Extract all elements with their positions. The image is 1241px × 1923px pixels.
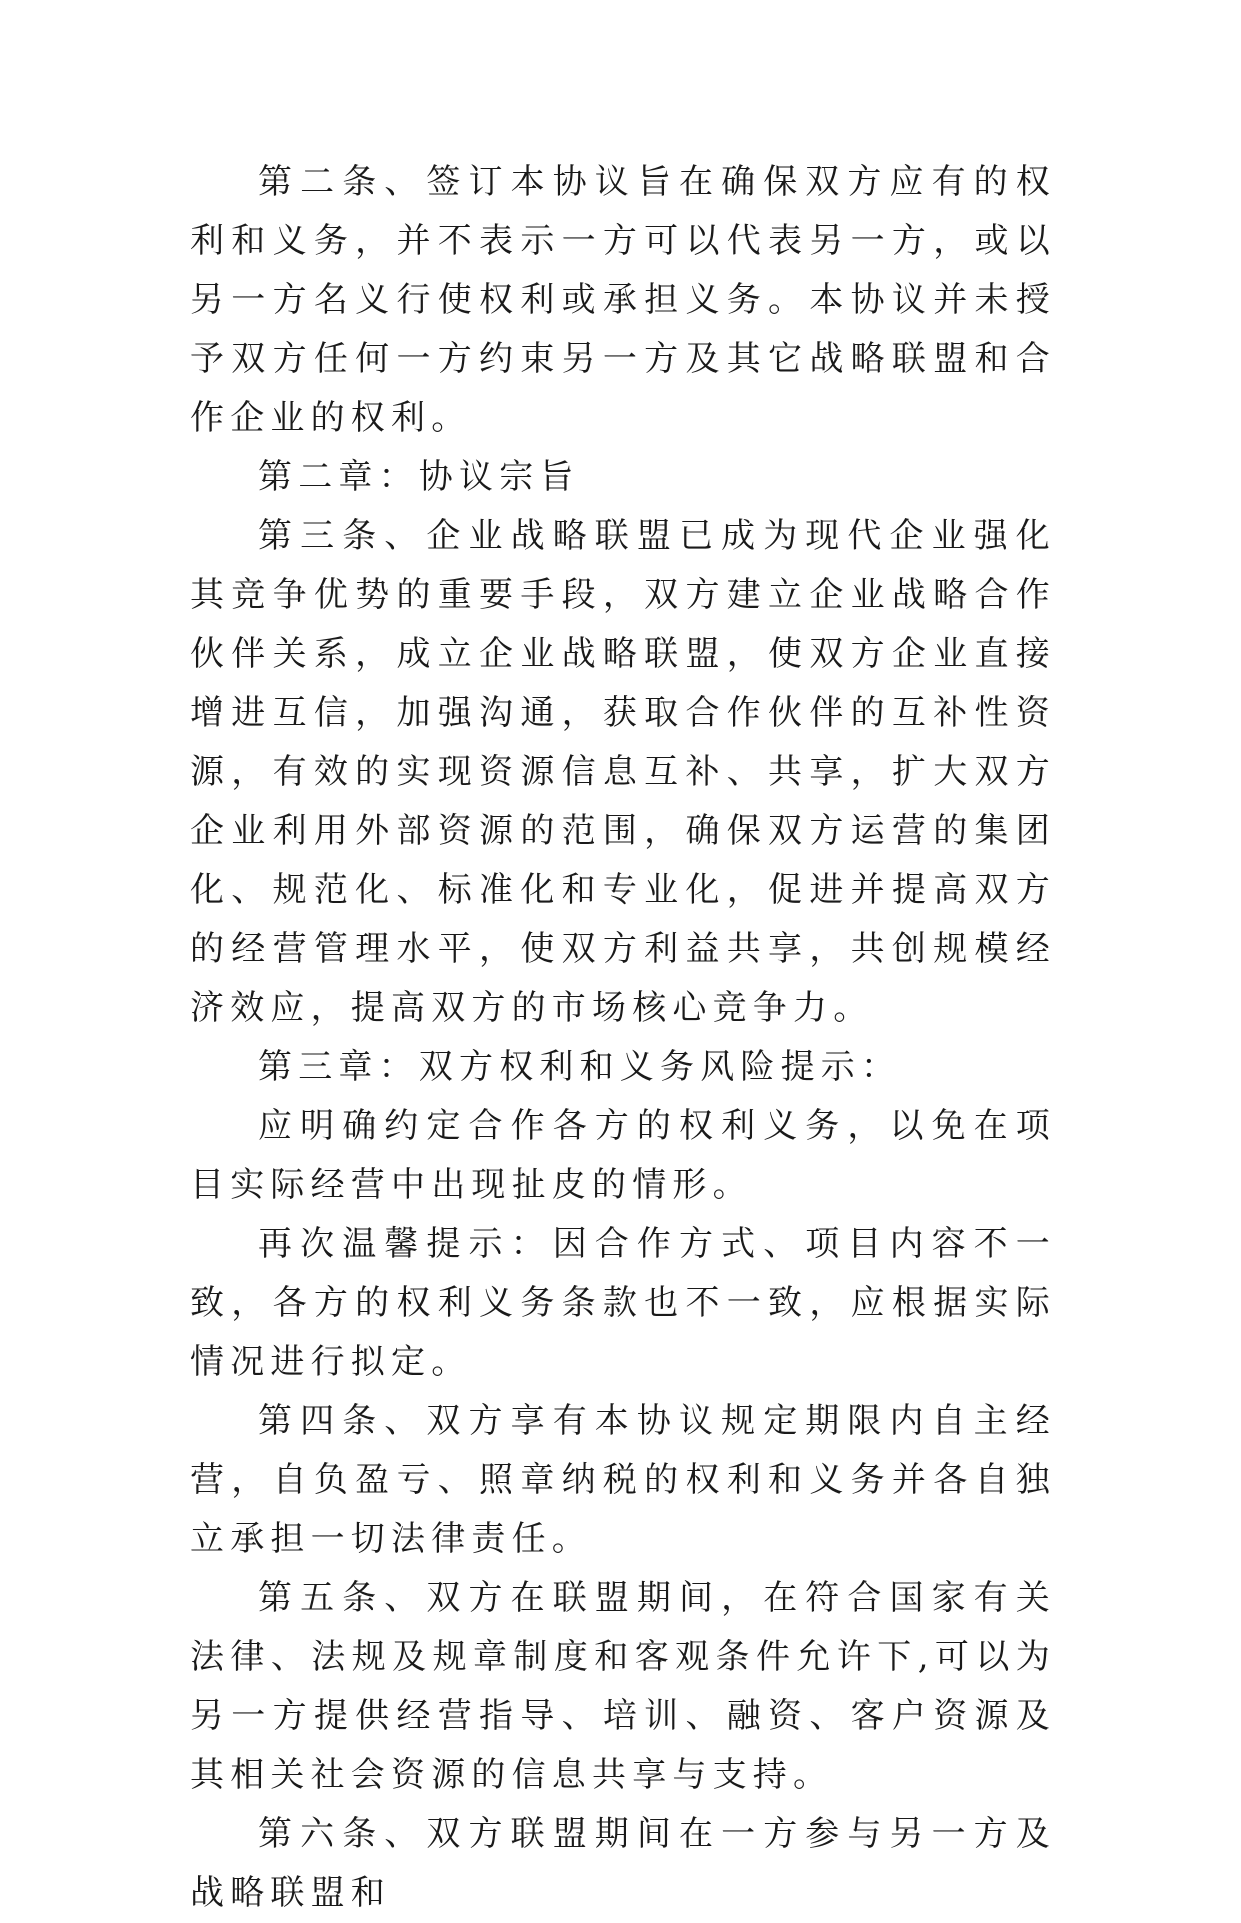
paragraph-article-2: 第二条、签订本协议旨在确保双方应有的权利和义务，并不表示一方可以代表另一方，或以另一方名义行使权利或承担义务。本协议并未授予双方任何一方约束另一方及其它战略联盟和合作企业的权利。 <box>190 162 1056 438</box>
paragraph-article-5: 第五条、双方在联盟期间，在符合国家有关法律、法规及规章制度和客观条件允许下,可以为另一方提供经营指导、培训、融资、客户资源及其相关社会资源的信息共享与支持。 <box>190 1578 1056 1795</box>
paragraph-reminder: 再次温馨提示：因合作方式、项目内容不一致，各方的权利义务条款也不一致，应根据实际情况进行拟定。 <box>190 1224 1056 1382</box>
paragraph-article-3: 第三条、企业战略联盟已成为现代企业强化其竞争优势的重要手段，双方建立企业战略合作伙伴关系，成立企业战略联盟，使双方企业直接增进互信，加强沟通，获取合作伙伴的互补性资源，有效的实现资源信息互补、共享，扩大双方企业利用外部资源的范围，确保双方运营的集团化、规范化、标准化和专业化，促进并提高双方的经营管理水平，使双方利益共享，共创规模经济效应，提高双方的市场核心竞争力。 <box>190 516 1056 1028</box>
chapter-2-heading: 第二章：协议宗旨 <box>258 457 580 497</box>
paragraph-article-4: 第四条、双方享有本协议规定期限内自主经营，自负盈亏、照章纳税的权利和义务并各自独立承担一切法律责任。 <box>190 1401 1056 1559</box>
chapter-3-heading: 第三章：双方权利和义务风险提示： <box>258 1047 902 1087</box>
paragraph-article-6: 第六条、双方联盟期间在一方参与另一方及战略联盟和 <box>190 1814 1056 1913</box>
paragraph-risk-note: 应明确约定合作各方的权利义务，以免在项目实际经营中出现扯皮的情形。 <box>190 1106 1056 1205</box>
document-body <box>190 153 1056 1923</box>
